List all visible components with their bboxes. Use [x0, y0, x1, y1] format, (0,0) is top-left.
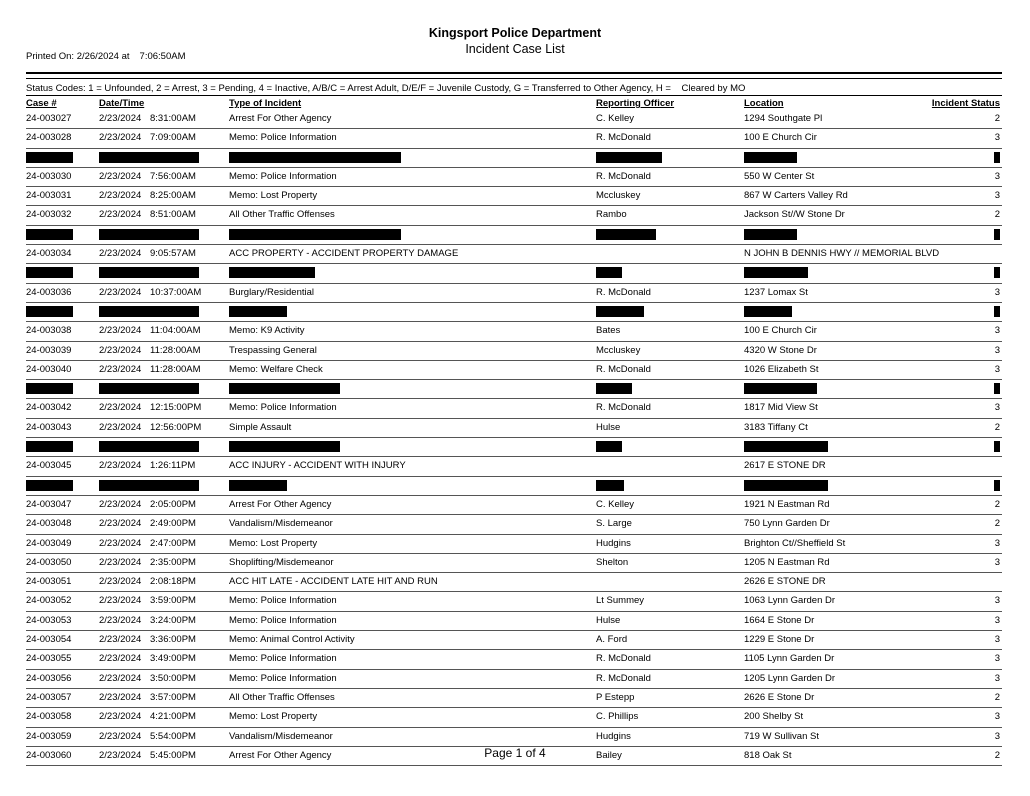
case-number-cell: 24-003028: [26, 132, 72, 144]
page-number: Page 1 of 4: [484, 746, 546, 760]
redacted-row: [26, 264, 1002, 283]
time-cell: 5:45:00PM: [150, 749, 196, 761]
incident-type-cell: Simple Assault: [229, 421, 292, 433]
location-cell: N JOHN B DENNIS HWY // MEMORIAL BLVD: [744, 248, 940, 260]
location-cell: 1817 Mid View St: [744, 402, 818, 414]
time-cell: 12:15:00PM: [150, 402, 202, 414]
case-number-cell: 24-003053: [26, 614, 72, 626]
header-rule: [26, 72, 1002, 74]
location-cell: 1026 Elizabeth St: [744, 363, 819, 375]
case-number-cell: 24-003052: [26, 595, 72, 607]
redaction-bar: [99, 306, 199, 317]
reporting-officer-cell: S. Large: [596, 518, 632, 530]
reporting-officer-cell: R. McDonald: [596, 363, 651, 375]
incident-status-cell: 3: [994, 537, 1000, 549]
date-cell: 2/23/2024: [99, 325, 142, 337]
date-cell: 2/23/2024: [99, 421, 142, 433]
table-row: [26, 573, 1002, 592]
redaction-bar: [26, 480, 73, 491]
date-cell: 2/23/2024: [99, 248, 142, 260]
table-row: [26, 535, 1002, 554]
case-number-cell: 24-003030: [26, 170, 72, 182]
table-row: [26, 187, 1002, 206]
printed-label: Printed On: 2/26/2024 at: [26, 51, 130, 62]
time-cell: 7:56:00AM: [150, 170, 196, 182]
reporting-officer-cell: A. Ford: [596, 634, 628, 646]
table-row: [26, 322, 1002, 341]
location-cell: Jackson St//W Stone Dr: [744, 209, 845, 221]
date-cell: 2/23/2024: [99, 113, 142, 124]
table-row: [26, 342, 1002, 361]
time-cell: 11:28:00AM: [150, 344, 201, 356]
incident-status-cell: 2: [994, 209, 1000, 221]
table-row: [26, 670, 1002, 689]
date-cell: 2/23/2024: [99, 460, 142, 472]
redaction-bar: [596, 152, 662, 163]
reporting-officer-cell: Mccluskey: [596, 344, 641, 356]
location-cell: 2617 E STONE DR: [744, 460, 826, 472]
redaction-bar: [229, 383, 340, 394]
date-cell: 2/23/2024: [99, 344, 142, 356]
printed-time: 7:06:50AM: [139, 51, 186, 62]
time-cell: 8:31:00AM: [150, 113, 196, 124]
date-cell: 2/23/2024: [99, 363, 142, 375]
case-number-cell: 24-003045: [26, 460, 72, 472]
header-rule-thin: [26, 78, 1002, 79]
table-row: [26, 708, 1002, 727]
column-header-officer: Reporting Officer: [596, 98, 675, 109]
date-cell: 2/23/2024: [99, 672, 142, 684]
column-header-type: Type of Incident: [229, 98, 302, 109]
table-row: [26, 689, 1002, 708]
incident-status-cell: 3: [994, 730, 1000, 742]
time-cell: 2:35:00PM: [150, 556, 196, 568]
date-cell: 2/23/2024: [99, 749, 142, 761]
redaction-bar: [596, 441, 622, 452]
redaction-bar: [994, 229, 1000, 240]
incident-type-cell: Arrest For Other Agency: [229, 113, 332, 124]
redaction-bar: [99, 441, 199, 452]
incident-status-cell: 2: [994, 749, 1000, 761]
reporting-officer-cell: R. McDonald: [596, 132, 651, 144]
incident-status-cell: 3: [994, 402, 1000, 414]
location-cell: 719 W Sullivan St: [744, 730, 819, 742]
time-cell: 3:59:00PM: [150, 595, 196, 607]
reporting-officer-cell: Lt Summey: [596, 595, 645, 607]
column-header-case: Case #: [26, 98, 57, 109]
case-number-cell: 24-003039: [26, 344, 72, 356]
reporting-officer-cell: Rambo: [596, 209, 627, 221]
case-number-cell: 24-003038: [26, 325, 72, 337]
incident-type-cell: Memo: Lost Property: [229, 190, 318, 202]
incident-status-cell: 2: [994, 518, 1000, 530]
redaction-bar: [26, 441, 73, 452]
location-cell: 818 Oak St: [744, 749, 792, 761]
redaction-bar: [26, 152, 73, 163]
location-cell: 100 E Church Cir: [744, 132, 817, 144]
incident-type-cell: ACC HIT LATE - ACCIDENT LATE HIT AND RUN: [229, 576, 438, 588]
incident-type-cell: Vandalism/Misdemeanor: [229, 518, 333, 530]
incident-status-cell: 3: [994, 614, 1000, 626]
case-number-cell: 24-003060: [26, 749, 72, 761]
incident-type-cell: ACC PROPERTY - ACCIDENT PROPERTY DAMAGE: [229, 248, 459, 260]
reporting-officer-cell: Bates: [596, 325, 621, 337]
table-row: [26, 728, 1002, 747]
incident-type-cell: Memo: Police Information: [229, 614, 337, 626]
case-number-cell: 24-003040: [26, 363, 72, 375]
case-number-cell: 24-003027: [26, 113, 72, 124]
location-cell: 3183 Tiffany Ct: [744, 421, 808, 433]
incident-type-cell: Vandalism/Misdemeanor: [229, 730, 333, 742]
redaction-bar: [994, 480, 1000, 491]
redaction-bar: [596, 229, 656, 240]
reporting-officer-cell: R. McDonald: [596, 286, 651, 298]
date-cell: 2/23/2024: [99, 634, 142, 646]
redaction-bar: [99, 229, 199, 240]
location-cell: 1105 Lynn Garden Dr: [744, 653, 835, 665]
table-row: [26, 496, 1002, 515]
incident-status-cell: 2: [994, 113, 1000, 124]
incident-type-cell: Memo: Police Information: [229, 653, 337, 665]
reporting-officer-cell: Hulse: [596, 614, 621, 626]
status-codes-legend: Status Codes: 1 = Unfounded, 2 = Arrest, 3 = Pending, 4 = Inactive, A/B/C = Arrest Adult, D/E/F = Juvenile Custody, G = Transferred to Other Agency, H = Cleared by MO: [26, 83, 746, 94]
incident-type-cell: Burglary/Residential: [229, 286, 315, 298]
time-cell: 11:04:00AM: [150, 325, 201, 337]
table-row: [26, 399, 1002, 418]
location-cell: 550 W Center St: [744, 170, 815, 182]
date-cell: 2/23/2024: [99, 132, 142, 144]
case-number-cell: 24-003048: [26, 518, 72, 530]
redaction-bar: [229, 306, 287, 317]
redaction-bar: [229, 441, 340, 452]
redacted-row: [26, 380, 1002, 399]
time-cell: 2:05:00PM: [150, 498, 196, 510]
incident-status-cell: 2: [994, 421, 1000, 433]
redacted-row: [26, 149, 1002, 168]
case-number-cell: 24-003050: [26, 556, 72, 568]
redaction-bar: [26, 383, 73, 394]
case-number-cell: 24-003056: [26, 672, 72, 684]
reporting-officer-cell: Hudgins: [596, 730, 631, 742]
location-cell: 2626 E STONE DR: [744, 576, 826, 588]
case-number-cell: 24-003031: [26, 190, 72, 202]
location-cell: 2626 E Stone Dr: [744, 691, 815, 703]
location-cell: 1921 N Eastman Rd: [744, 498, 830, 510]
table-row: [26, 457, 1002, 476]
table-row: [26, 554, 1002, 573]
incident-type-cell: Memo: K9 Activity: [229, 325, 305, 337]
date-cell: 2/23/2024: [99, 537, 142, 549]
incident-type-cell: Memo: Police Information: [229, 672, 337, 684]
redaction-bar: [229, 267, 315, 278]
incident-table: [26, 110, 1002, 766]
column-header-status: Incident Status: [931, 98, 1000, 109]
redaction-bar: [229, 480, 287, 491]
redaction-bar: [26, 229, 73, 240]
case-number-cell: 24-003059: [26, 730, 72, 742]
reporting-officer-cell: R. McDonald: [596, 653, 651, 665]
location-cell: 1237 Lomax St: [744, 286, 808, 298]
incident-type-cell: Memo: Animal Control Activity: [229, 634, 355, 646]
time-cell: 2:08:18PM: [150, 576, 196, 588]
incident-type-cell: Memo: Welfare Check: [229, 363, 323, 375]
location-cell: 100 E Church Cir: [744, 325, 817, 337]
report-title: Kingsport Police Department: [428, 26, 602, 40]
redacted-row: [26, 303, 1002, 322]
column-header-datetime: Date/Time: [99, 98, 145, 109]
reporting-officer-cell: R. McDonald: [596, 170, 651, 182]
location-cell: 1205 N Eastman Rd: [744, 556, 830, 568]
time-cell: 7:09:00AM: [150, 132, 196, 144]
location-cell: Brighton Ct//Sheffield St: [744, 537, 846, 549]
incident-status-cell: 3: [994, 190, 1000, 202]
incident-status-cell: 3: [994, 363, 1000, 375]
incident-status-cell: 3: [994, 344, 1000, 356]
incident-type-cell: All Other Traffic Offenses: [229, 209, 335, 221]
redaction-bar: [26, 306, 73, 317]
redaction-bar: [744, 267, 808, 278]
reporting-officer-cell: R. McDonald: [596, 402, 651, 414]
table-row: [26, 361, 1002, 380]
redaction-bar: [99, 383, 199, 394]
location-cell: 4320 W Stone Dr: [744, 344, 817, 356]
incident-type-cell: Arrest For Other Agency: [229, 749, 332, 761]
incident-type-cell: Memo: Lost Property: [229, 537, 318, 549]
date-cell: 2/23/2024: [99, 518, 142, 530]
incident-status-cell: 3: [994, 325, 1000, 337]
date-cell: 2/23/2024: [99, 286, 142, 298]
time-cell: 3:24:00PM: [150, 614, 196, 626]
incident-status-cell: 3: [994, 595, 1000, 607]
location-cell: 1205 Lynn Garden Dr: [744, 672, 836, 684]
printed-on: [26, 51, 185, 62]
case-number-cell: 24-003049: [26, 537, 72, 549]
redaction-bar: [744, 383, 817, 394]
incident-type-cell: Memo: Police Information: [229, 595, 337, 607]
time-cell: 12:56:00PM: [150, 421, 202, 433]
reporting-officer-cell: R. McDonald: [596, 672, 651, 684]
time-cell: 4:21:00PM: [150, 711, 196, 723]
redaction-bar: [744, 441, 828, 452]
time-cell: 10:37:00AM: [150, 286, 202, 298]
redaction-bar: [596, 267, 622, 278]
legend-rule: [26, 95, 1002, 96]
reporting-officer-cell: C. Phillips: [596, 711, 639, 723]
table-row: [26, 245, 1002, 264]
time-cell: 3:57:00PM: [150, 691, 196, 703]
table-row: [26, 650, 1002, 669]
reporting-officer-cell: Mccluskey: [596, 190, 641, 202]
reporting-officer-cell: Hudgins: [596, 537, 631, 549]
date-cell: 2/23/2024: [99, 498, 142, 510]
redaction-bar: [744, 306, 792, 317]
incident-status-cell: 3: [994, 170, 1000, 182]
redaction-bar: [596, 383, 632, 394]
date-cell: 2/23/2024: [99, 691, 142, 703]
location-cell: 867 W Carters Valley Rd: [744, 190, 848, 202]
date-cell: 2/23/2024: [99, 556, 142, 568]
date-cell: 2/23/2024: [99, 190, 142, 202]
case-number-cell: 24-003032: [26, 209, 72, 221]
time-cell: 3:36:00PM: [150, 634, 196, 646]
date-cell: 2/23/2024: [99, 576, 142, 588]
redaction-bar: [994, 267, 1000, 278]
redaction-bar: [994, 152, 1000, 163]
reporting-officer-cell: Hulse: [596, 421, 621, 433]
case-number-cell: 24-003042: [26, 402, 72, 414]
redaction-bar: [596, 306, 644, 317]
table-row: [26, 612, 1002, 631]
redaction-bar: [994, 306, 1000, 317]
redaction-bar: [994, 383, 1000, 394]
time-cell: 8:25:00AM: [150, 190, 196, 202]
redaction-bar: [229, 229, 401, 240]
redaction-bar: [744, 229, 797, 240]
redaction-bar: [744, 152, 797, 163]
time-cell: 5:54:00PM: [150, 730, 196, 742]
incident-type-cell: All Other Traffic Offenses: [229, 691, 335, 703]
date-cell: 2/23/2024: [99, 711, 142, 723]
redaction-bar: [229, 152, 401, 163]
redacted-row: [26, 477, 1002, 496]
reporting-officer-cell: C. Kelley: [596, 498, 635, 510]
table-row: [26, 419, 1002, 438]
incident-status-cell: 3: [994, 672, 1000, 684]
case-number-cell: 24-003034: [26, 248, 72, 260]
reporting-officer-cell: P Estepp: [596, 691, 635, 703]
time-cell: 2:49:00PM: [150, 518, 196, 530]
case-number-cell: 24-003036: [26, 286, 72, 298]
date-cell: 2/23/2024: [99, 209, 142, 221]
time-cell: 3:50:00PM: [150, 672, 196, 684]
time-cell: 9:05:57AM: [150, 248, 196, 260]
table-row: [26, 129, 1002, 148]
incident-status-cell: 2: [994, 691, 1000, 703]
incident-type-cell: ACC INJURY - ACCIDENT WITH INJURY: [229, 460, 406, 472]
location-cell: 1294 Southgate Pl: [744, 113, 823, 124]
table-row: [26, 515, 1002, 534]
table-row: [26, 168, 1002, 187]
location-cell: 1229 E Stone Dr: [744, 634, 815, 646]
incident-status-cell: 2: [994, 498, 1000, 510]
location-cell: 750 Lynn Garden Dr: [744, 518, 830, 530]
redaction-bar: [26, 267, 73, 278]
date-cell: 2/23/2024: [99, 730, 142, 742]
date-cell: 2/23/2024: [99, 614, 142, 626]
incident-status-cell: 3: [994, 653, 1000, 665]
table-row: [26, 206, 1002, 225]
incident-status-cell: 3: [994, 132, 1000, 144]
redacted-row: [26, 226, 1002, 245]
redacted-row: [26, 438, 1002, 457]
case-number-cell: 24-003047: [26, 498, 72, 510]
time-cell: 2:47:00PM: [150, 537, 196, 549]
incident-type-cell: Trespassing General: [229, 344, 317, 356]
reporting-officer-cell: Shelton: [596, 556, 629, 568]
redaction-bar: [596, 480, 624, 491]
incident-type-cell: Memo: Police Information: [229, 132, 337, 144]
report-subtitle: Incident Case List: [465, 42, 565, 56]
table-row: [26, 592, 1002, 611]
redaction-bar: [99, 267, 199, 278]
incident-status-cell: 3: [994, 286, 1000, 298]
time-cell: 11:28:00AM: [150, 363, 201, 375]
time-cell: 8:51:00AM: [150, 209, 196, 221]
time-cell: 3:49:00PM: [150, 653, 196, 665]
case-number-cell: 24-003058: [26, 711, 72, 723]
location-cell: 1063 Lynn Garden Dr: [744, 595, 836, 607]
incident-type-cell: Arrest For Other Agency: [229, 498, 332, 510]
date-cell: 2/23/2024: [99, 653, 142, 665]
location-cell: 200 Shelby St: [744, 711, 804, 723]
location-cell: 1664 E Stone Dr: [744, 614, 815, 626]
case-number-cell: 24-003057: [26, 691, 72, 703]
time-cell: 1:26:11PM: [150, 460, 196, 472]
date-cell: 2/23/2024: [99, 402, 142, 414]
case-number-cell: 24-003043: [26, 421, 72, 433]
redaction-bar: [744, 480, 828, 491]
redaction-bar: [994, 441, 1000, 452]
redaction-bar: [99, 152, 199, 163]
table-row: [26, 110, 1002, 129]
reporting-officer-cell: Bailey: [596, 749, 622, 761]
date-cell: 2/23/2024: [99, 595, 142, 607]
column-header-location: Location: [744, 98, 784, 109]
case-number-cell: 24-003051: [26, 576, 72, 588]
incident-type-cell: Shoplifting/Misdemeanor: [229, 556, 334, 568]
incident-status-cell: 3: [994, 711, 1000, 723]
table-row: [26, 284, 1002, 303]
redaction-bar: [99, 480, 199, 491]
case-number-cell: 24-003054: [26, 634, 72, 646]
incident-type-cell: Memo: Police Information: [229, 170, 337, 182]
reporting-officer-cell: C. Kelley: [596, 113, 635, 124]
incident-type-cell: Memo: Police Information: [229, 402, 337, 414]
case-number-cell: 24-003055: [26, 653, 72, 665]
table-row: [26, 631, 1002, 650]
incident-type-cell: Memo: Lost Property: [229, 711, 318, 723]
incident-status-cell: 3: [994, 634, 1000, 646]
date-cell: 2/23/2024: [99, 170, 142, 182]
incident-status-cell: 3: [994, 556, 1000, 568]
